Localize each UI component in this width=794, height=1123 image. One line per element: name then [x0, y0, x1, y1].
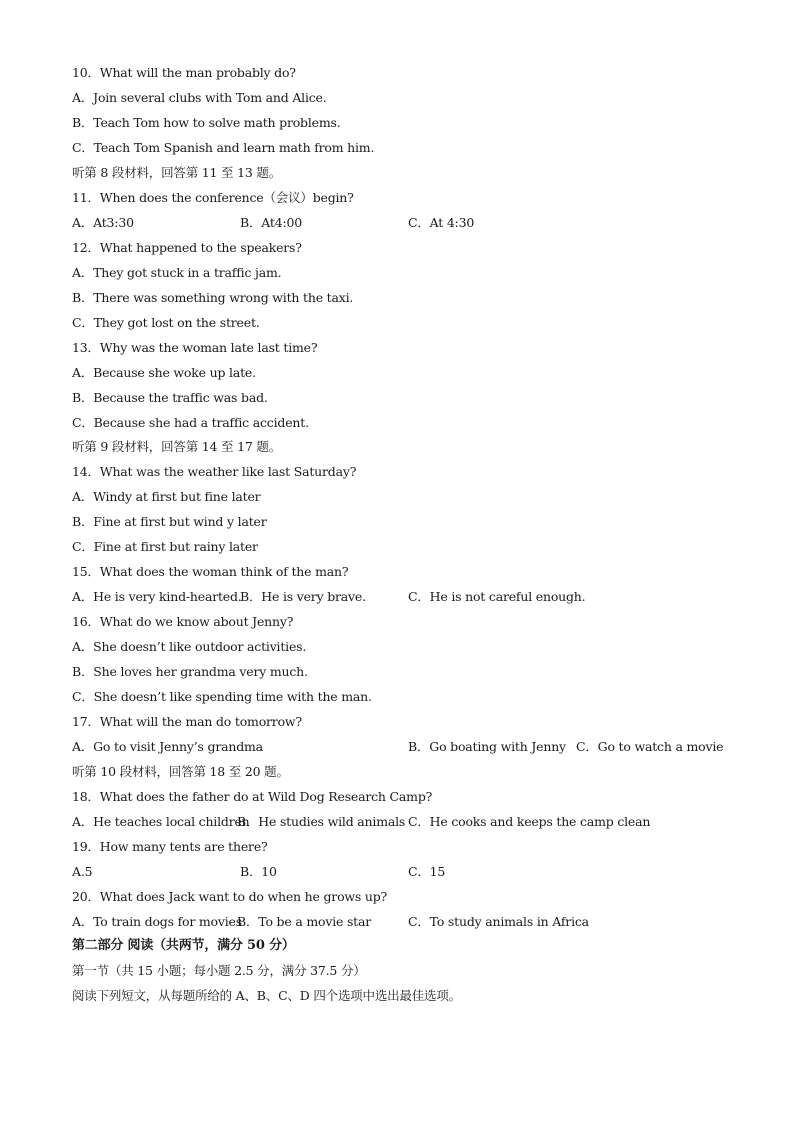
option-20c: C．To study animals in Africa	[408, 914, 589, 929]
option-14c: C．Fine at first but rainy later	[72, 539, 258, 554]
section-8-instruction: 听第 8 段材料，回答第 11 至 13 题。	[72, 165, 282, 180]
option-13a: A．Because she woke up late.	[72, 365, 256, 380]
option-19b: B．10	[240, 864, 277, 879]
option-14b: B．Fine at first but wind y later	[72, 514, 267, 529]
question-10: 10．What will the man probably do?	[72, 65, 296, 80]
option-20a: A．To train dogs for movies	[72, 914, 242, 929]
option-13b: B．Because the traffic was bad.	[72, 390, 268, 405]
option-14a: A．Windy at first but fine later	[72, 489, 261, 504]
question-14: 14．What was the weather like last Saturday?	[72, 464, 357, 479]
question-20: 20．What does Jack want to do when he grows up?	[72, 889, 388, 904]
option-16b: B．She loves her grandma very much.	[72, 664, 308, 679]
question-13: 13．Why was the woman late last time?	[72, 340, 318, 355]
option-12b: B．There was something wrong with the taxi.	[72, 290, 354, 305]
section-10-instruction: 听第 10 段材料，回答第 18 至 20 题。	[72, 764, 289, 779]
question-16: 16．What do we know about Jenny?	[72, 614, 294, 629]
option-10a: A．Join several clubs with Tom and Alice.	[72, 90, 327, 105]
section-9-instruction: 听第 9 段材料，回答第 14 至 17 题。	[72, 439, 282, 454]
question-11: 11．When does the conference（会议）begin?	[72, 190, 354, 205]
option-15c: C．He is not careful enough.	[408, 589, 586, 604]
question-19: 19．How many tents are there?	[72, 839, 268, 854]
option-17a: A．Go to visit Jenny’s grandma	[72, 739, 263, 754]
option-16c: C．She doesn’t like spending time with the man.	[72, 689, 372, 704]
part-2-instruction: 阅读下列短文，从每题所给的 A、B、C、D 四个选项中选出最佳选项。	[72, 988, 461, 1003]
option-16a: A．She doesn’t like outdoor activities.	[72, 639, 307, 654]
option-10b: B．Teach Tom how to solve math problems.	[72, 115, 341, 130]
option-19a: A.5	[72, 864, 93, 879]
option-10c: C．Teach Tom Spanish and learn math from him.	[72, 140, 375, 155]
question-12: 12．What happened to the speakers?	[72, 240, 302, 255]
option-18a: A．He teaches local children	[72, 814, 250, 829]
option-18b: B．He studies wild animals	[237, 814, 406, 829]
option-15b: B．He is very brave.	[240, 589, 366, 604]
option-15a: A．He is very kind-hearted.	[72, 589, 242, 604]
question-17: 17．What will the man do tomorrow?	[72, 714, 302, 729]
question-15: 15．What does the woman think of the man?	[72, 564, 349, 579]
option-17c: C．Go to watch a movie	[576, 739, 724, 754]
option-17b: B．Go boating with Jenny	[408, 739, 566, 754]
option-19c: C．15	[408, 864, 446, 879]
option-12a: A．They got stuck in a traffic jam.	[72, 265, 282, 280]
option-11b: B．At4:00	[240, 215, 302, 230]
option-11a: A．At3:30	[72, 215, 134, 230]
part-2-heading: 第二部分 阅读（共两节，满分 50 分）	[72, 938, 295, 953]
option-20b: B．To be a movie star	[237, 914, 372, 929]
part-2-subsection: 第一节（共 15 小题；每小题 2.5 分，满分 37.5 分）	[72, 963, 366, 978]
option-12c: C．They got lost on the street.	[72, 315, 260, 330]
option-13c: C．Because she had a traffic accident.	[72, 415, 309, 430]
option-11c: C．At 4:30	[408, 215, 475, 230]
question-18: 18．What does the father do at Wild Dog Research Camp?	[72, 789, 433, 804]
option-18c: C．He cooks and keeps the camp clean	[408, 814, 651, 829]
